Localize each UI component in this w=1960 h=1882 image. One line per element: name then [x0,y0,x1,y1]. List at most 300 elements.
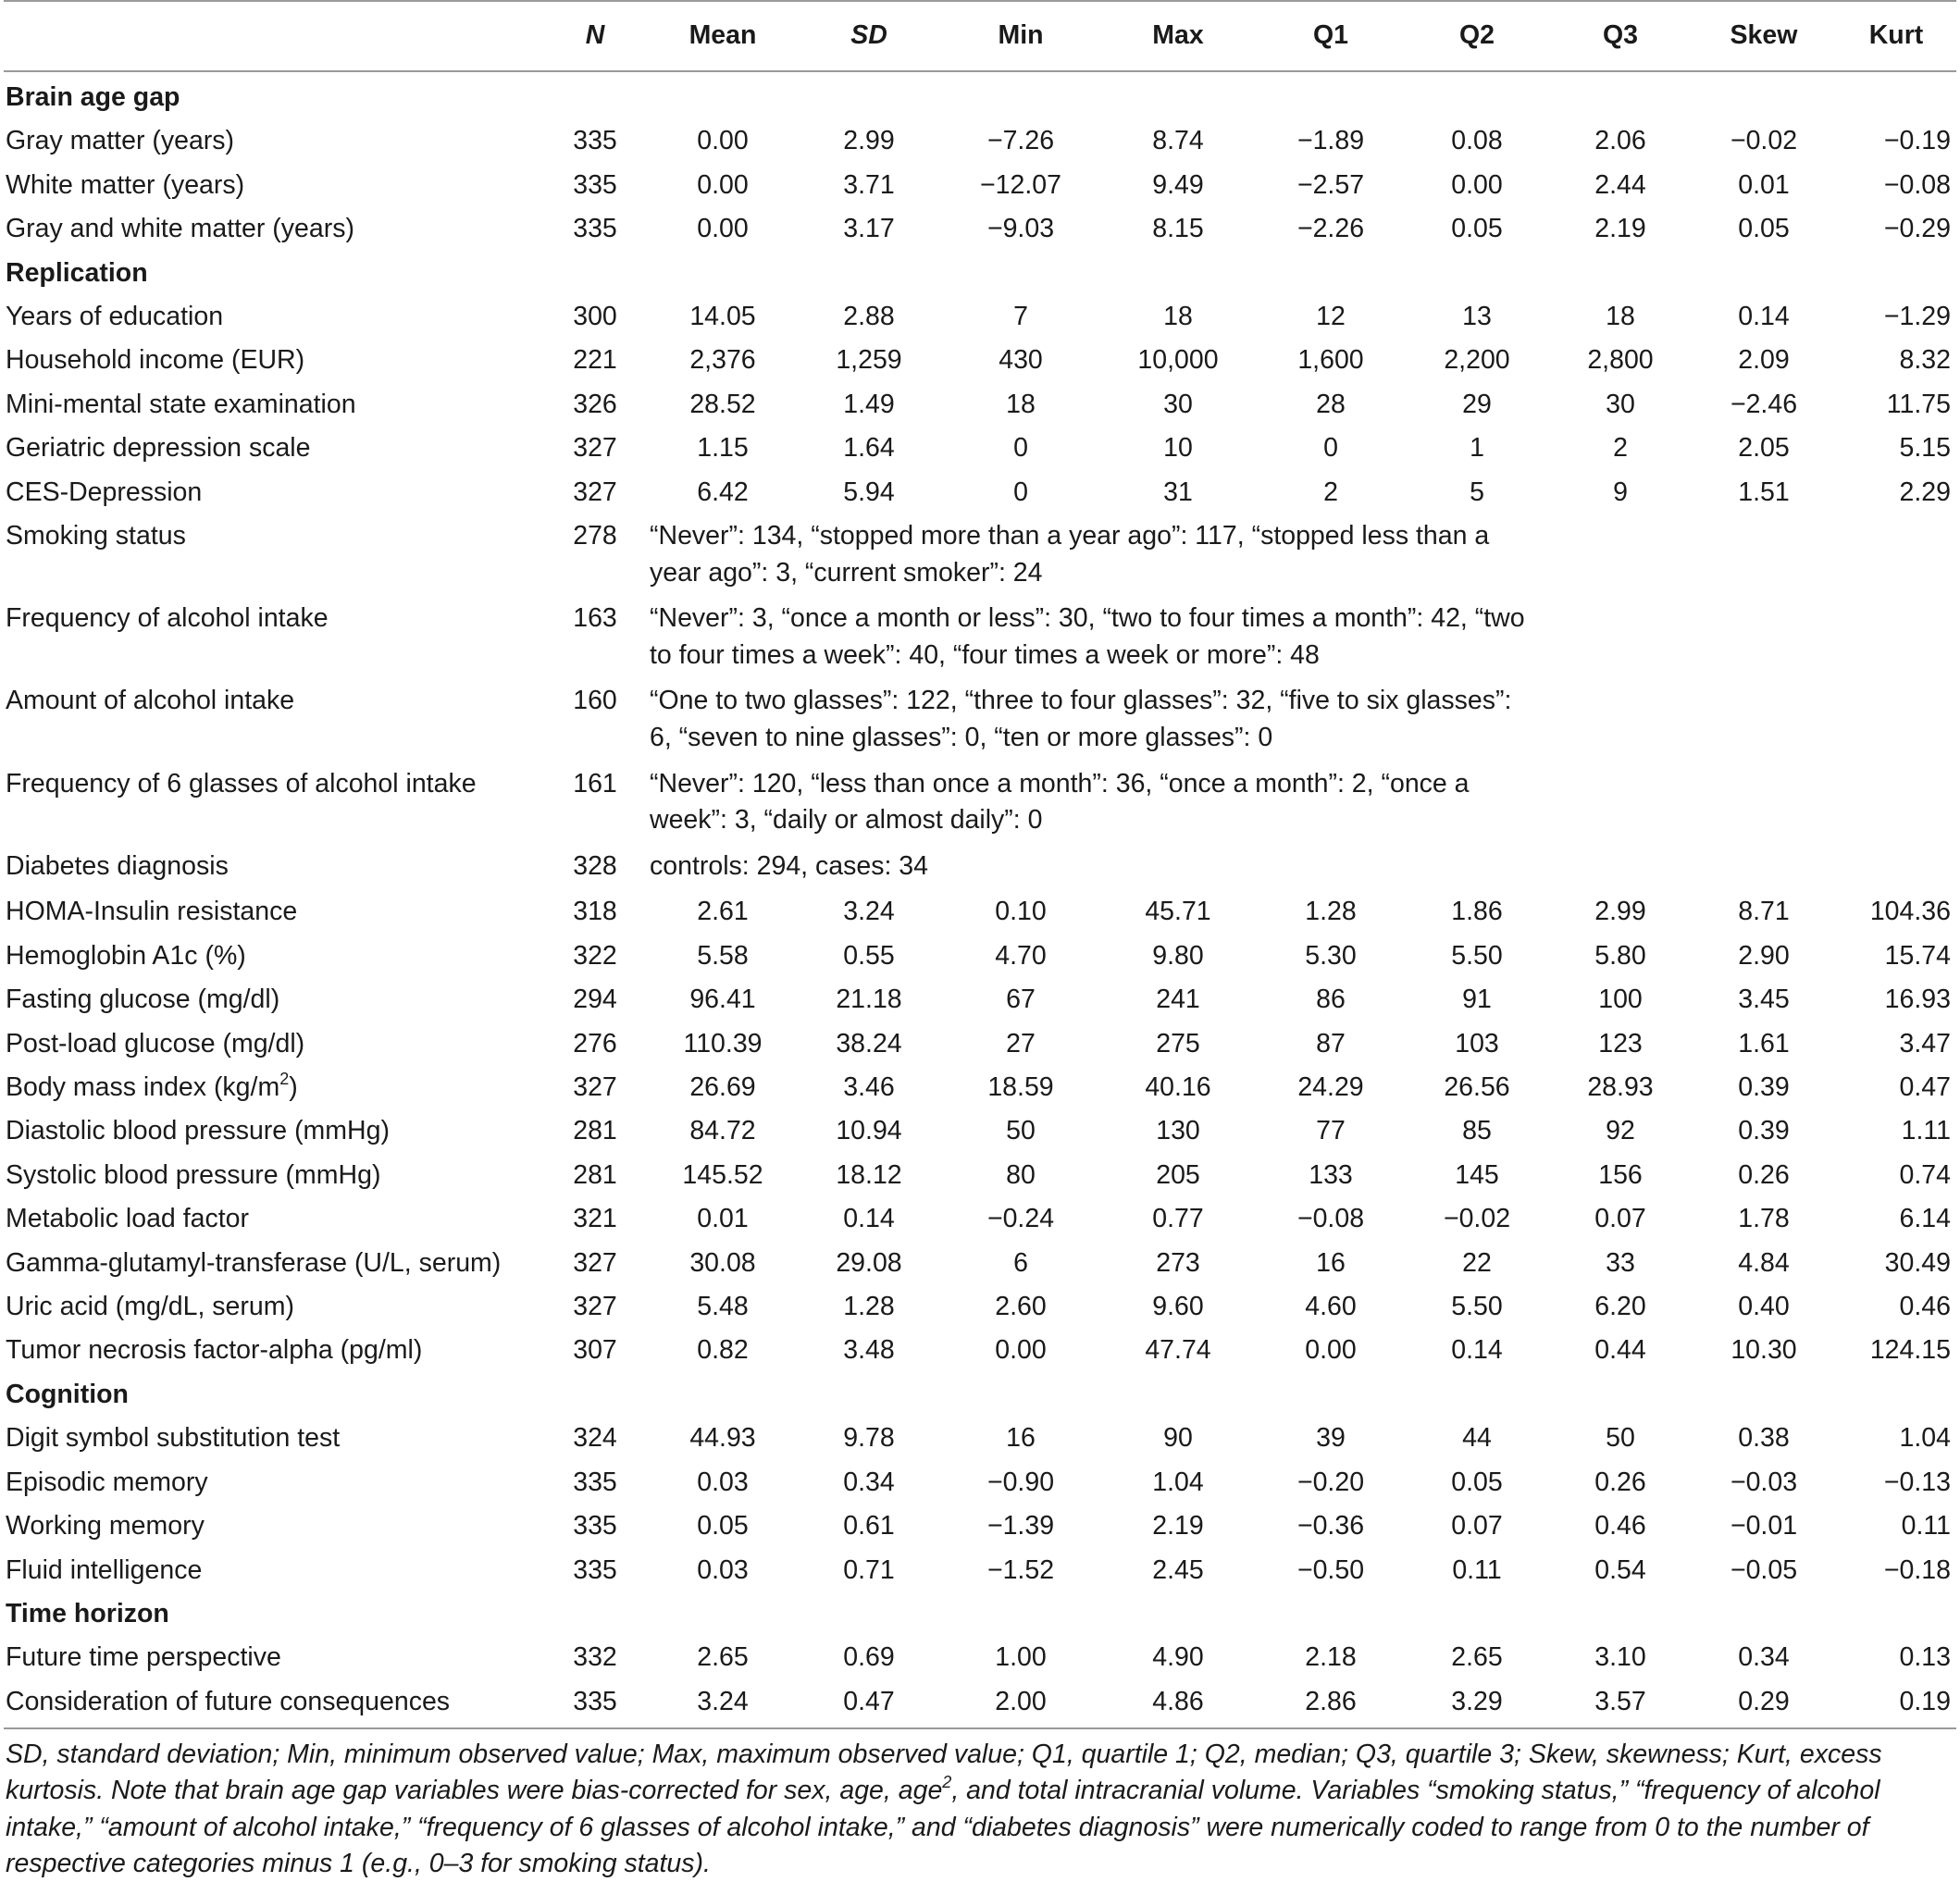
variable-name [4,207,540,251]
cell-skew: 1.51 [1738,477,1790,507]
cell-q1: 1.28 [1305,897,1357,927]
cell-q2: 0.11 [1452,1554,1502,1585]
empty-cell [1549,514,1956,597]
cell-sd: 1,259 [836,345,902,376]
table-row [4,471,1956,514]
cell-min: 0.10 [995,897,1047,927]
cell-max: 273 [1156,1247,1200,1278]
cell-n: 335 [573,126,617,156]
variable-name [4,1329,540,1372]
cell-sd: 3.48 [843,1335,895,1366]
empty-cell [1549,762,1956,845]
cell-q2: 13 [1462,302,1492,332]
variable-name [4,679,540,761]
cell-q1: 1,600 [1297,345,1364,376]
cell-q2: 5 [1470,477,1484,507]
cell-skew: 4.84 [1738,1247,1790,1278]
table-row [4,845,1956,891]
cell-min: 0 [1013,433,1028,464]
cell-max: 47.74 [1145,1335,1211,1366]
cell-q2: 0.00 [1451,169,1503,200]
cell-sd: 0.14 [843,1204,895,1234]
variable-name [4,1636,540,1679]
cell-kurt: 0.46 [1899,1292,1951,1322]
descriptive-statistics-table [4,0,1956,1729]
cell-q2: 0.07 [1451,1511,1503,1542]
cell-q3: 100 [1598,984,1643,1015]
table-row [4,207,1956,251]
cell-q2: 91 [1462,984,1492,1015]
empty-cell [1549,845,1956,891]
cell-q2: 26.56 [1444,1072,1510,1103]
cell-q1: 28 [1316,389,1346,419]
cell-kurt: 8.32 [1899,345,1951,376]
cell-sd: 0.47 [796,1680,942,1728]
cell-mean: 28.52 [689,389,756,419]
variable-label: Body mass index (kg/m [6,1072,280,1103]
cell-q3: 0.54 [1594,1554,1646,1585]
cell-n: 300 [573,302,617,332]
cell-skew: 2.09 [1738,345,1790,376]
cell-max: 10,000 [1137,345,1219,376]
table-row [4,1242,1956,1285]
cell-kurt: 0.13 [1899,1642,1951,1673]
cell-q2: 3.29 [1405,1680,1549,1728]
variable-label: Tumor necrosis factor-alpha (pg/ml) [6,1335,423,1366]
cell-kurt: 16.93 [1884,984,1951,1015]
cell-n: 161 [573,768,617,799]
cell-sd: 3.46 [843,1072,895,1103]
variable-label: Smoking status [6,521,186,551]
cell-q1: −1.89 [1296,126,1365,156]
cell-max: 0.77 [1152,1204,1204,1234]
cell-q1: 16 [1316,1247,1346,1278]
cell-sd: 1.28 [843,1292,895,1322]
variable-label: Systolic blood pressure (mmHg) [6,1159,381,1190]
table-row [4,1680,1956,1728]
cell-sd: 0.55 [843,940,895,971]
footnote-text-1: SD, standard deviation; Min, minimum observed value; Max, maximum observed value; Q1, quartile 1; Q2, median; Q3, quartile 3; Skew, skewness; Kurt, excess kurtosis. Note that brain age gap variables were bias-corrected for sex, age, age [6,1740,1882,1806]
cell-q3: 3.10 [1594,1642,1646,1673]
cell-sd: 3.24 [843,897,895,927]
cell-min: 50 [1006,1116,1036,1146]
cell-q1: 2.18 [1305,1642,1357,1673]
variable-name [4,295,540,339]
cell-kurt: 5.15 [1899,433,1951,464]
cell-skew: 1.78 [1738,1204,1790,1234]
cell-n: 335 [573,1467,617,1497]
cell-mean: 0.00 [697,214,749,244]
header-q3: Q3 [1549,1,1692,71]
cell-q3: 123 [1598,1028,1643,1059]
cell-q2: 5.50 [1451,940,1503,971]
header-skew: Skew [1692,1,1836,71]
header-kurt: Kurt [1836,1,1956,71]
cell-skew: −0.01 [1730,1511,1798,1542]
variable-label: CES-Depression [6,477,203,507]
category-counts: “Never”: 3, “once a month or less”: 30, “two to four times a month”: 42, “two to four times a week”: 40, “four times a week or more”: 48 [650,603,1525,670]
cell-min: 6 [1013,1247,1028,1278]
cell-max: 4.86 [1099,1680,1257,1728]
variable-name [4,762,540,845]
cell-q3: 0.44 [1594,1335,1646,1366]
cell-min: −0.24 [986,1204,1055,1234]
cell-max: 130 [1156,1116,1200,1146]
cell-n: 327 [573,433,617,464]
table-body [4,71,1956,1728]
cell-kurt: 2.29 [1899,477,1951,507]
cell-n: 335 [540,1680,650,1728]
cell-min: 18.59 [987,1072,1054,1103]
cell-mean: 145.52 [682,1159,763,1190]
cell-max: 9.80 [1152,940,1204,971]
cell-q1: 24.29 [1297,1072,1364,1103]
table-row [4,119,1956,163]
cell-q3: 92 [1606,1116,1635,1146]
cell-kurt: 6.14 [1899,1204,1951,1234]
cell-q1: 4.60 [1305,1292,1357,1322]
header-n: N [540,1,650,71]
empty-cell [1549,679,1956,761]
cell-n: 278 [573,521,617,551]
cell-q3: 2 [1613,433,1628,464]
cell-kurt: 1.04 [1899,1423,1951,1454]
cell-max: 8.74 [1152,126,1204,156]
cell-q2: 103 [1455,1028,1499,1059]
cell-q3: 2.19 [1594,214,1646,244]
cell-n: 221 [573,345,617,376]
cell-q1: 2 [1323,477,1338,507]
cell-max: 40.16 [1145,1072,1211,1103]
variable-label: Gray matter (years) [6,126,235,156]
variable-name [4,890,540,934]
variable-label: Post-load glucose (mg/dl) [6,1028,305,1059]
cell-n: 324 [573,1423,617,1454]
cell-n: 281 [573,1116,617,1146]
variable-name [4,1680,540,1728]
table-footnote [6,1737,1954,1882]
variable-label: HOMA-Insulin resistance [6,897,298,927]
table-row [4,1461,1956,1504]
cell-max: 275 [1156,1028,1200,1059]
cell-min: 18 [1006,389,1036,419]
cell-q2: 29 [1462,389,1492,419]
variable-name [4,978,540,1021]
variable-name [4,1197,540,1241]
variable-name [4,1417,540,1460]
cell-n: 335 [573,1511,617,1542]
cell-n: 321 [573,1204,617,1234]
cell-skew: −2.46 [1730,389,1798,419]
variable-label: White matter (years) [6,169,245,200]
cell-mean: 0.01 [697,1204,749,1234]
cell-skew: 0.39 [1738,1072,1790,1103]
cell-q3: 0.26 [1594,1467,1646,1497]
variable-name [4,1504,540,1548]
cell-max: 30 [1163,389,1193,419]
table-row [4,1329,1956,1372]
cell-kurt: 124.15 [1869,1335,1951,1366]
cell-q3: 6.20 [1594,1292,1646,1322]
cell-q3: 30 [1606,389,1635,419]
cell-q2: 85 [1462,1116,1492,1146]
cell-n: 163 [573,603,617,634]
cell-mean: 2,376 [689,345,756,376]
cell-skew: 0.40 [1738,1292,1790,1322]
cell-mean: 5.48 [697,1292,749,1322]
cell-skew: −0.03 [1730,1467,1798,1497]
cell-q1: 12 [1316,302,1346,332]
cell-sd: 10.94 [836,1116,902,1146]
cell-kurt: 104.36 [1869,897,1951,927]
cell-min: 27 [1006,1028,1036,1059]
cell-max: 10 [1163,433,1193,464]
cell-q2: 22 [1462,1247,1492,1278]
section-title: Brain age gap [6,82,180,112]
cell-kurt: −1.29 [1883,302,1951,332]
cell-mean: 0.03 [697,1554,749,1585]
cell-n: 281 [573,1159,617,1190]
cell-n: 307 [573,1335,617,1366]
cell-min: −1.52 [986,1554,1055,1585]
cell-q3: 28.93 [1587,1072,1654,1103]
variable-name [4,339,540,382]
section-title: Cognition [6,1379,129,1409]
cell-mean: 0.05 [697,1511,749,1542]
cell-q2: 2.65 [1451,1642,1503,1673]
cell-q1: 0.00 [1305,1335,1357,1366]
table-row [4,890,1956,934]
variable-label: Future time perspective [6,1642,281,1673]
cell-min: 80 [1006,1159,1036,1190]
variable-name [4,383,540,427]
variable-label: Fluid intelligence [6,1554,203,1585]
cell-q3: 2.44 [1594,169,1646,200]
section-header-row [4,1592,1956,1636]
variable-label: Digit symbol substitution test [6,1423,341,1454]
cell-skew: −0.02 [1730,126,1798,156]
cell-kurt: 1.11 [1901,1116,1951,1146]
cell-q3: 18 [1606,302,1635,332]
header-q1: Q1 [1257,1,1405,71]
cell-sd: 38.24 [836,1028,902,1059]
cell-min: 16 [1006,1423,1036,1454]
footnote-superscript: 2 [942,1773,952,1792]
header-mean: Mean [650,1,796,71]
cell-q1: 133 [1309,1159,1353,1190]
table-row [4,679,1956,761]
cell-skew: 1.61 [1738,1028,1790,1059]
cell-max: 9.49 [1152,169,1204,200]
variable-label: Diabetes diagnosis [6,850,229,881]
header-q2: Q2 [1405,1,1549,71]
cell-max: 31 [1163,477,1193,507]
table-row [4,164,1956,207]
cell-q1: 77 [1316,1116,1346,1146]
cell-q2: 5.50 [1451,1292,1503,1322]
cell-skew: 0.34 [1738,1642,1790,1673]
cell-q3: 3.57 [1549,1680,1692,1728]
table-row [4,1022,1956,1066]
cell-max: 18 [1163,302,1193,332]
cell-mean: 44.93 [689,1423,756,1454]
header-min: Min [942,1,1099,71]
cell-min: 7 [1013,302,1028,332]
table-row [4,978,1956,1021]
cell-sd: 21.18 [836,984,902,1015]
section-title: Time horizon [6,1598,169,1628]
cell-q2: 0.08 [1451,126,1503,156]
category-counts: “Never”: 120, “less than once a month”: 36, “once a month”: 2, “once a week”: 3, “daily or almost daily”: 0 [650,768,1470,836]
cell-q3: 2.06 [1594,126,1646,156]
empty-cell [1549,597,1956,679]
cell-n: 328 [573,850,617,881]
cell-mean: 0.82 [697,1335,749,1366]
cell-mean: 84.72 [689,1116,756,1146]
cell-q2: 145 [1455,1159,1499,1190]
cell-max: 241 [1156,984,1200,1015]
cell-mean: 14.05 [689,302,756,332]
table-row [4,1549,1956,1592]
cell-sd: 5.94 [843,477,895,507]
cell-sd: 18.12 [836,1159,902,1190]
cell-max: 2.19 [1152,1511,1204,1542]
cell-q2: 2,200 [1444,345,1510,376]
variable-label-end: ) [289,1072,298,1103]
variable-name [4,1022,540,1066]
cell-mean: 2.61 [697,897,749,927]
cell-q1: −2.26 [1296,214,1365,244]
cell-q2: −0.02 [1443,1204,1511,1234]
cell-n: 335 [573,214,617,244]
cell-q3: 33 [1606,1247,1635,1278]
category-counts: “One to two glasses”: 122, “three to four glasses”: 32, “five to six glasses”: 6, “seven to nine glasses”: 0, “ten or more glasses”: 0 [650,686,1512,753]
cell-n: 294 [573,984,617,1015]
cell-n: 322 [573,940,617,971]
category-counts: “Never”: 134, “stopped more than a year ago”: 117, “stopped less than a year ago”: 3, “current smoker”: 24 [650,521,1490,588]
cell-n: 276 [573,1028,617,1059]
table-row [4,1066,1956,1109]
cell-q1: −2.57 [1296,169,1365,200]
variable-name [4,119,540,163]
cell-q2: 0.05 [1451,1467,1503,1497]
variable-label: Working memory [6,1511,205,1542]
cell-max: 90 [1163,1423,1193,1454]
cell-mean: 5.58 [697,940,749,971]
table-row [4,1154,1956,1197]
header-sd: SD [796,1,942,71]
table-row [4,1417,1956,1460]
cell-mean: 30.08 [689,1247,756,1278]
variable-label: Consideration of future consequences [6,1686,451,1716]
cell-n: 160 [573,686,617,716]
variable-label: Uric acid (mg/dL, serum) [6,1292,294,1322]
variable-label: Hemoglobin A1c (%) [6,940,246,971]
table-row [4,383,1956,427]
cell-kurt: 0.47 [1899,1072,1951,1103]
table-row [4,1636,1956,1679]
cell-n: 332 [573,1642,617,1673]
table-row [4,295,1956,339]
cell-skew: 0.39 [1738,1116,1790,1146]
cell-mean: 110.39 [683,1028,763,1059]
cell-min: 67 [1006,984,1036,1015]
cell-n: 326 [573,389,617,419]
cell-skew: 0.14 [1738,302,1790,332]
cell-skew: −0.05 [1730,1554,1798,1585]
cell-kurt: −0.29 [1883,214,1951,244]
variable-name [4,1242,540,1285]
cell-min: −9.03 [986,214,1055,244]
cell-mean: 0.00 [697,126,749,156]
cell-max: 8.15 [1152,214,1204,244]
cell-max: 205 [1156,1159,1200,1190]
variable-label: Frequency of 6 glasses of alcohol intake [6,768,477,799]
cell-min: 0.00 [995,1335,1047,1366]
cell-q3: 156 [1598,1159,1643,1190]
cell-sd: 0.61 [843,1511,895,1542]
cell-q1: 0 [1323,433,1338,464]
variable-label: Episodic memory [6,1467,208,1497]
table-row [4,597,1956,679]
cell-skew: 2.05 [1738,433,1790,464]
table-row [4,1504,1956,1548]
header-max: Max [1099,1,1257,71]
variable-label: Years of education [6,302,224,332]
cell-skew: 0.01 [1738,169,1790,200]
cell-sd: 0.34 [843,1467,895,1497]
variable-name [4,471,540,514]
variable-name [4,1461,540,1504]
cell-skew: 10.30 [1731,1335,1797,1366]
table-row [4,935,1956,978]
section-header-row [4,71,1956,119]
variable-name [4,1066,540,1109]
cell-max: 2.45 [1152,1554,1204,1585]
cell-skew: 8.71 [1738,897,1790,927]
variable-name [4,1109,540,1153]
cell-q1: 87 [1316,1028,1346,1059]
table-row [4,1197,1956,1241]
cell-q3: 50 [1606,1423,1635,1454]
section-header-row [4,1373,1956,1417]
cell-n: 335 [573,1554,617,1585]
table-row [4,514,1956,597]
cell-skew: 0.29 [1692,1680,1836,1728]
cell-q1: 5.30 [1305,940,1357,971]
variable-name [4,1154,540,1197]
section-header-row [4,252,1956,295]
variable-name [4,427,540,470]
cell-kurt: −0.18 [1883,1554,1951,1585]
cell-q2: 0.05 [1451,214,1503,244]
cell-n: 327 [573,1247,617,1278]
cell-kurt: 15.74 [1884,940,1951,971]
variable-name [4,514,540,597]
cell-min: 1.00 [995,1642,1047,1673]
cell-n: 327 [573,1292,617,1322]
cell-kurt: −0.19 [1883,126,1951,156]
table-row [4,339,1956,382]
cell-sd: 9.78 [843,1423,895,1454]
footnote-text-2: , and total intracranial volume. Variables “smoking status,” “frequency of alcohol intake,” “amount of alcohol intake,” “frequency of 6 glasses of alcohol intake,” and “diabetes diagnosis” were numerically coded to range from 0 to the number of respective categories minus 1 (e.g., 0–3 for smoking status). [6,1776,1880,1878]
cell-q3: 0.46 [1594,1511,1646,1542]
variable-name [4,935,540,978]
variable-label: Fasting glucose (mg/dl) [6,984,280,1015]
cell-skew: 3.45 [1738,984,1790,1015]
cell-max: 4.90 [1152,1642,1204,1673]
cell-skew: 0.38 [1738,1423,1790,1454]
